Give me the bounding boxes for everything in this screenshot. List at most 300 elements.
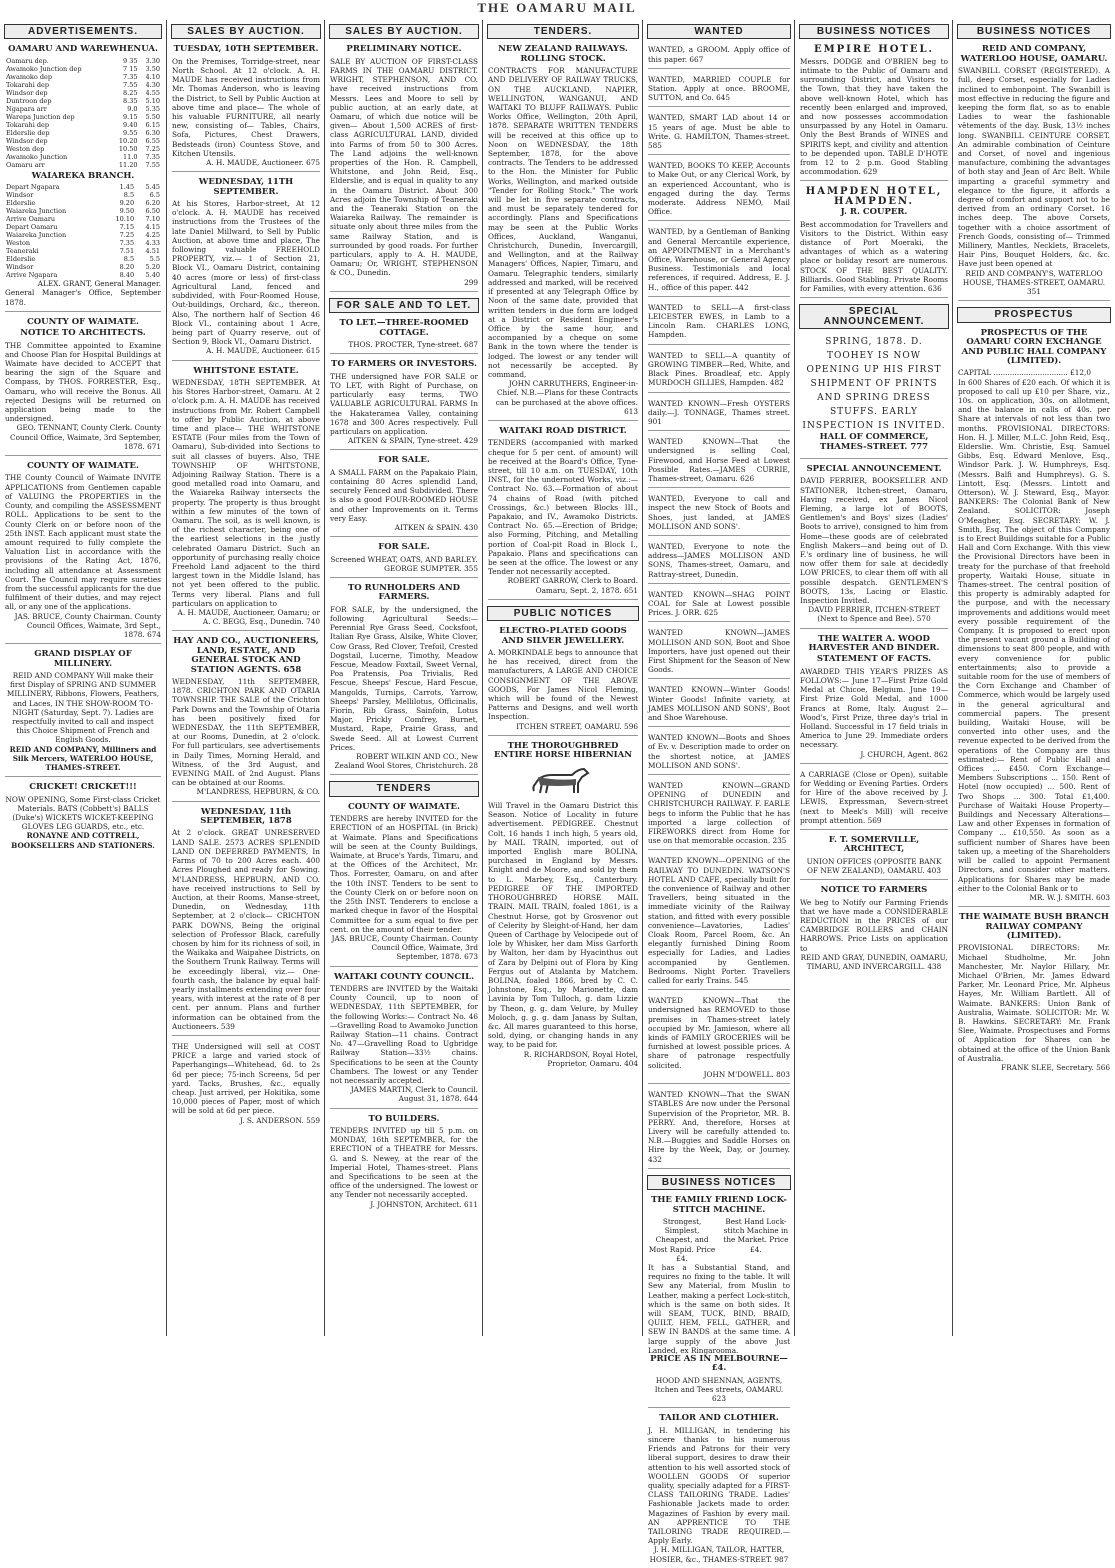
timetable-cell: Depart Ngapara [6, 183, 60, 192]
timetable-cell: 7.35 [119, 239, 135, 248]
timetable-cell: 9.0 [127, 104, 138, 113]
ad-title: WAITAKI COUNTY COUNCIL. [333, 971, 475, 982]
timetable-cell: 11.20 [118, 160, 138, 169]
timetable-cell: Awamoko Junction [6, 152, 68, 161]
prospectus [958, 329, 1110, 907]
timetable-cell: Tokarahi dep [6, 120, 50, 129]
ad-title: WAITAKI ROAD DISTRICT. [499, 425, 627, 436]
notice-text: THE Committee appointed to Examine and Choose Plan for Hospital Buildings at Waimate have decided to ACCEPT that bearing the sign of the Square and Compass, by THOS. FORRESTER, Esq., Oamaru, who will receive the Bonus. All rejected Designs will be returned on application being made to the undersigned. [5, 340, 161, 424]
proprietor-name: J. R. COUPER. [840, 207, 908, 218]
ad-text: WEDNESDAY, 18TH SEPTEMBER. At his Stores Harbor-street, Oamaru. At 2 o'clock p.m. A. H. MAUDE has received instructions from Mr. Robert Campbell to offer by Public Auction, at above time and place— THE WHITSTONE ESTATE (Four miles from the Town of Oamaru), Sub-divided into Sections to suit all classes of buyers. Also, THE TOWNSHIP OF WHITSTONE, Adjoining Railway Station. There is a good metalled road into Oamaru, and the Waiareka Railway intersects the property. The property is thus brought within a few minutes of the town of Oamaru. The soil, as is well known, is of the richest character, being one of the earliest selections in the justly celebrated Oamaru District. Such an opportunity of purchasing really choice Freehold Land adjacent to the third largest town in the Middle Island, has not yet been offered to the public. Terms very liberal. Plans and full particulars on application to [172, 377, 320, 608]
ad-text: TENDERS are hereby INVITED for the ERECTION of an HOSPITAL (in Brick) at Waimate. Plans and Specifications will be seen at the County Buildings, Waimate, at Bruce's Yards, Timaru, and at the Offices of the Architect, Mr. Thos. Forrester, Oamaru, on and after the 10th INST. Tenders to be sent to the County Clerk on or before noon on the 25th INST. Tenderers to enclose a marked cheque in favor of the Hospital Committee for a sum equal to five per cent. on the amount of their tender. [330, 814, 478, 934]
timetable-cell: Tokarahi dep [6, 80, 50, 89]
auction-ad [172, 178, 320, 360]
let-ad [330, 543, 478, 578]
ad-text: A SMALL FARM on the Papakaio Plain, containing 80 Acres splendid Land, securely Fenced and Subdivided. There is also a good FOUR-ROOMED HOUSE and other Improvements on it. Terms very Easy. [330, 467, 478, 523]
timetable-cell: 7.25 [145, 144, 160, 153]
gm-office: General Manager's Office, September 1878. [5, 288, 161, 307]
ad-text: It has a Substantial Stand, and requires no fixing to the table. It will Sew any Material, from Muslin to Leather, making a perfect Lock-stitch, which is the same on both sides. It will SEAM, TUCK, BIND, BRAID, QUILT, HEM, FELL, GATHER, and SEW IN BANDS at the same time. A large supply of the above Just Landed, ex Ringarooma. [648, 1262, 790, 1355]
timetable-row [5, 215, 161, 223]
machine-left: Strongest, Simplest, Cheapest, and Most Rapid. Price £4. [648, 1216, 716, 1263]
ad-text: WANTED KNOWN—SHAG POINT COAL for Sale at Lowest possible Prices. J. ORR. 625 [648, 589, 790, 618]
ad-text: TENDERS are INVITED by the Waitaki County Council, up to noon of WEDNESDAY, 11th SEPTEMBER, for the following Works:— Contract No. 46—Gravelling Road to Awamoko Junction Railway Station—11 chains. Contract No. 47—Gravelling Road to Ugbridge Railway Station—33½ chains. Specifications to be seen at the County Chambers. The lowest or any Tender not necessarily accepted. [330, 983, 478, 1085]
wanted-ad [648, 399, 790, 432]
ad-text: WANTED KNOWN—That the undersigned is selling Coal, Firewood, and Horse Feed at Lowest Possible Rates.—JAMES CURRIE, Thames-street, Oamaru. 626 [648, 437, 790, 483]
public-notice [488, 627, 638, 736]
timetable-cell: 9.20 [119, 199, 135, 208]
ad-text: UNION OFFICES (OPPOSITE BANK OF NEW ZEALAND), OAMARU. 403 [806, 856, 942, 876]
timetable-row [5, 97, 161, 105]
ad-signature: ROBERT GARROW, Clerk to Board. Oamaru, Sept. 2, 1878. 651 [507, 576, 638, 595]
ad-title: HAMPDEN HOTEL, HAMPDEN. [805, 186, 943, 207]
ad-title: CRICKET! CRICKET!!! [29, 782, 137, 793]
timetable-cell: 7.35 [145, 152, 160, 161]
ad-text: At 2 o'clock. GREAT UNRESERVED LAND SALE. 2573 ACRES SPLENDID LAND ON DEFERRED PAYMENTS, In Farms of 70 to 200 Acres each. 400 Acres Ploughed and ready for Sowing. M'LANDRESS, HEPBURN, AND CO. have received instructions to Sell by Auction, at their Rooms, Manse-street, Dunedin, on Wednesday, 11th September, at 2 o'clock— CRICHTON PARK DOWNS, Being the original selection of Professor Black, carefully chosen by him for its richness of soil, in the Waikaka and Waipahee Districts, on the Southern Trunk Railway. Terms will be exceedingly liberal, viz.— One-fourth cash, the balance by equal half-yearly installments extending over four years, with interest at the rate of 8 per cent. per annum. Plans and further information can be obtained from the Auctioneers. 539 [172, 828, 320, 1031]
ad-signature: HALL OF COMMERCE, THAMES-STREET. 777 [819, 432, 929, 452]
timetable-cell: 7.15 [119, 223, 135, 232]
ad-title: SPECIAL ANNOUNCEMENT. [806, 463, 942, 474]
ad-text: At his Stores, Harbor-street, At 12 o'clock. A. H. MAUDE has received instructions from the Trustees of the late Daniel Millward, to Sell by Public Auction, at above time and place, The following valuable FREEHOLD PROPERTY, viz.— 1 of Section 21, Block VI., Oamaru District, containing 40 acres (more or less) of first-class Agricultural Land, fenced and subdivided, with Four-Roomed House, Out-buildings, Orchard, &c., thereon. Also, The northern half of Section 46 Block VI., containing about 1 Acre, being part of Quarry reserve, out of Section 9, Block VI., Oamaru District. [172, 199, 320, 347]
timetable-cell: Oamaru dep. [6, 56, 49, 65]
column-4 [482, 20, 643, 1336]
ad-text: WANTED KNOWN—That the SWAN STABLES Are now under the Personal Supervision of the Proprietor, MR. B. PERRY. And, therefore, Horses at Livery will be carefully attended to. N.B.—Buggies and Saddle Horses on Hire by the Week, Day, or Journey. 432 [648, 1090, 790, 1164]
ad-text: J. H. MILLIGAN, in tendering his sincere thanks to his numerous Friends and Patrons for their very liberal support, desires to draw their attention to his well assorted stock of WOOLLEN GOODS Of superior quality, specially adapted for a FIRST-CLASS TAILORING TRADE. Ladies' Fashionable Jackets made to order. Magazines of Fashion by every mail. AN APPRENTICE TO THE TAILORING TRADE REQUIRED.—Apply Early. [648, 1425, 790, 1546]
timetable-cell: 6.30 [145, 128, 160, 137]
auction-ad [172, 367, 320, 632]
ad-title: TO LET.—THREE-ROOMED COTTAGE. [339, 318, 469, 338]
cricket-ad [5, 783, 161, 854]
timetable-cell: Duntroon dep [6, 96, 52, 105]
timetable-row [5, 263, 161, 271]
ad-signature: J. CHURCH, Agent. 862 [860, 749, 948, 759]
ferrier-ad [800, 465, 948, 629]
ad-signature: J. S. ANDERSON. 559 [239, 1115, 320, 1125]
ad-signature: J. JOHNSTON, Architect. 611 [370, 1199, 478, 1209]
ad-title: REID AND COMPANY, WATERLOO HOUSE, OAMARU. [960, 44, 1108, 64]
timetable-cell: Windsor dep [6, 136, 48, 145]
millinery-ad [5, 650, 161, 777]
column-header: ADVERTISEMENTS. [4, 24, 162, 39]
ad-text: Messrs. DODGE and O'BRIEN beg to intimate to the Public of Oamaru and surrounding District, and Visitors to the Town, that they have taken the above well-known Hotel, which has recently been enlarged and improved, and now possesses accommodation unsurpassed by any Hotel in Oamaru. Only the Best Brands of WINES and SPIRITS kept, and civility and attention to be depended upon. TABLE D'HOTE from 12 to 2 p.m. Good Stabling accommodation. 629 [800, 56, 948, 177]
tender-ad [330, 1115, 478, 1213]
hotel-ad [800, 187, 948, 298]
section-header: TENDERS [329, 781, 479, 796]
ad-title: WEDNESDAY, 11th SEPTEMBER, 1878 [200, 806, 292, 827]
timetable-cell: Elderslie dep [6, 128, 50, 137]
ad-subtitle: STATEMENT OF FACTS. [816, 654, 932, 665]
wanted-ad [648, 351, 790, 393]
column-header: BUSINESS NOTICES [799, 24, 949, 39]
ad-title: ELECTRO-PLATED GOODS AND SILVER JEWELLERY. [499, 626, 627, 646]
railway-timetable [5, 45, 161, 311]
machine-features [648, 1217, 790, 1263]
ad-text: SWANBILL CORSET (REGISTERED). A full, deep Corset, especially for Ladies inclined to embonpoint. The Swanbill is most effective in reducing the figure and keeping the form flat, so as to enable Ladies to wear the fashionable vêtements of the day. Busk, 13½ inches long. SWANBILL CEINTURE CORSET. An admirable combination of Ceinture and Corset, of novel and ingenious manufacture, combining the advantages of both stay and Jean of Arc Belt. While imparting a graceful symmetry and elegance to the figure, it affords a degree of comfort and support not to be derived from an ordinary Corset. 16 inches deep. The above Corsets, together with a choice assortment of French Goods, consisting of— Trimmed Millinery, Mantles, Necklets, Bracelets, Hair Pins, Bouquet Holders, &c. &c. Have just been opened at [958, 66, 1110, 269]
column-header: TENDERS. [487, 24, 639, 39]
ad-title: F. T. SOMERVILLE, ARCHITECT, [828, 835, 920, 855]
timetable-cell: Windsor dep [6, 88, 48, 97]
notice-text: THE County Council of Waimate INVITE APPLICATIONS from Gentlemen capable of VALUING the PROPERTIES in the County, and compiling the ASSESSMENT ROLL. Applications to be sent to the County Clerk on or before noon of the 25th INST. Each applicant must state the amount required to fully complete the Valuation List in accordance with the provisions of the Rating Act, 1876, including all attendance at Assessment Court. The Council may require sureties from the successful applicants for the due fulfilment of their duties, and may reject all, or any one of the applications. [5, 473, 161, 612]
ad-text: WANTED, SMART LAD about 14 or 15 years of age. Must be able to Write. G. HAMILTON, Thames-street. 585 [648, 113, 790, 151]
ad-text: WANTED to SELL—A first-class LEICESTER EWES, in Lamb to a Lincoln Ram. CHARLES LONG, Hampden. [648, 302, 790, 340]
timetable-cell: Weston [6, 239, 31, 248]
column-3 [324, 20, 483, 1336]
timetable-row [5, 73, 161, 81]
wanted-ad [648, 303, 790, 345]
timetable-cell: 9.15 [123, 112, 138, 121]
ad-signature: AITKEN & SPAIN. 430 [394, 522, 478, 532]
ad-signature: HOOD AND SHENNAN, AGENTS, Itchen and Tees streets, OAMARU. 623 [654, 1375, 784, 1404]
timetable-cell: 9.40 [123, 120, 138, 129]
timetable-cell: Elderslie [6, 199, 36, 208]
timetable-cell: 5.45 [145, 183, 160, 192]
ad-title: TAILOR AND CLOTHIER. [659, 1413, 779, 1424]
wanted-ad [648, 161, 790, 221]
branch-title: WAIAREKA BRANCH. [31, 170, 135, 181]
section-header: BUSINESS NOTICES [647, 1175, 791, 1190]
timetable-cell: 7.55 [145, 160, 160, 169]
ad-title: NOTICE TO FARMERS [820, 885, 928, 896]
column-7 [952, 20, 1115, 1336]
timetable-cell: Windsor [6, 263, 34, 272]
ad-title: TUESDAY, 10TH SEPTEMBER. [173, 44, 319, 55]
timetable-cell: Ngapara arr [6, 104, 47, 113]
timetable-cell: 7 15 [123, 64, 138, 73]
wanted-ad [648, 227, 790, 296]
ad-signature: R. RICHARDSON, Royal Hotel, Proprietor, Oamaru. 404 [523, 1049, 638, 1068]
ad-text: WANTED KNOWN—GRAND OPENING of DUNEDIN and CHRISTCHURCH RAILWAY. F. EARLE begs to inform the Public that he has imported a large collection of FIREWORKS direct from Home for use on that memorable occasion. 235 [648, 781, 790, 846]
wanted-ad [648, 45, 790, 68]
auction-ad [172, 637, 320, 801]
ad-signature: REID AND COMPANY, Milliners and Silk Mercers, WATERLOO HOUSE, THAMES-STREET. [9, 744, 157, 772]
timetable-cell: 7.55 [123, 80, 138, 89]
timetable-cell: 7.10 [145, 215, 160, 224]
ad-signature: A. H. MAUDE, Auctioneer, Oamaru; or A. C. BEGG, Esq., Dunedin. 740 [177, 608, 320, 627]
tailor-ad [648, 1414, 790, 1567]
horse-icon [528, 763, 598, 797]
ad-title: THE WALTER A. WOOD HARVESTER AND BINDER. [808, 633, 940, 653]
tender-ad [330, 803, 478, 967]
gm-signature: ALEX. GRANT, General Manager. [37, 279, 161, 289]
ad-text: On the Premises, Torridge-street, near North School. At 12 o'clock. A. H. MAUDE has received instructions from Mr. Thomas Anderson, who is leaving the District, to Sell by Public Auction at above time and place— The whole of his valuable FURNITURE, all nearly new, consisting of— Tables, Chairs, Sofa, Pictures, Chest Drawers, Bedsteads (iron) Countess Stove, and Kitchen Utensils. [172, 56, 320, 158]
ad-text: In 600 Shares of £20 each. Of which it is proposed to call up £10 per Share, viz., 10s. on application, 30s. on allotment, and the balance in calls of 40s. per Share at intervals of not less than two months. PROVISIONAL DIRECTORS: Hon. H. J. Miller, M.L.C. John Reid, Esq., Elderslie. Wm. Christie, Esq. Samuel Gibbs, Esq. Edward Menlove, Esq., Windsor Park. J. W. Humphreys, Esq. (Messrs. Balfi and Humphreys). G. S. Lintott, Esq. (Messrs. Lintott and Otterson). W. J. Steward, Esq., Mayor. BANKERS: The Colonial Bank of New Zealand. SOLICITOR: Joseph O'Meagher, Esq. SECRETARY: W. J. Smith, Esq. The object of this Company is to Erect Buildings suitable for a Public Hall and Corn Exchange. With this view the Provisional Directors have been in treaty for the purchase of that freehold property, Waitaki House, situate in Thames-street. The central position of this property is admirably adapted for the purpose, and with the necessary improvements and additions would meet every possible requirement of the Company. It is proposed to erect upon the present vacant ground a Building of dimensions to seat 800 people, and with every convenience for public entertainments; also to provide a suitable room for the use of members of the Corn Exchange and Chamber of Commerce, which would be largely used in the general agricultural and commercial papers. The present building, Waitaki House, will be converted into other uses, and the revenue expected to be derived from the operations of the Company are thus estimated:— Rent of Public Hall and Offices ... £450. Corn Exchange—Members Subscriptions ... 150. Rent of Hotel (now occupied) ... 500. Rent of Two Shops ... 300. Total £1,400. Purchase of Waitaki House Property—Buildings and Necessary Alterations—Law and other Expenses in formation of Company ... £10,550. As soon as a sufficient number of Shares have been taken up, a meeting of the Shareholders will be called to appoint Permanent Directors, and consider other matters. Applications for Shares may be made either to the Colonial Bank or to [958, 377, 1110, 893]
ad-text: WANTED KNOWN—Winter Goods! Winter Goods! Infinite variety, at JAMES MOLLISON AND SONS', Boot and Shoe Warehouse. [648, 685, 790, 722]
ad-signature: FRANK SLEE, Secretary. 566 [1001, 1062, 1110, 1072]
ad-text: WANTED to SELL—A quantity of GROWING TIMBER—Red, White, and Black Pines. Broadleaf, etc. Apply MURDOCH GILLIES, Hampden. 482 [648, 350, 790, 388]
wanted-ad [648, 590, 790, 623]
ad-text: REID AND COMPANY Will make their first Display of SPRING AND SUMMER MILLINERY, Ribbons, Flowers, Feathers, and Laces, IN THE SHOW-ROOM TO-NIGHT (Saturday, Sept. 7). Ladies are respectfully invited to call and inspect this Choice Shipment of French and English Goods. [6, 670, 160, 745]
column-header: BUSINESS NOTICES [957, 24, 1111, 39]
timetable-row [5, 239, 161, 247]
column-1 [0, 20, 166, 1336]
ad-signature: GEORGE SUMPTER. 355 [384, 563, 478, 573]
timetable-cell: 8.20 [119, 263, 135, 272]
timetable-cell: Depart Oamaru [6, 223, 58, 232]
ad-signature: REID AND COMPANY'S, WATERLOO HOUSE, THAMES-STREET, OAMARU. 351 [962, 268, 1106, 297]
timetable-cell: Awamoko Junction dep [6, 64, 82, 73]
ad-signature: THOS. PROCTER, Tyne-street. 687 [348, 340, 478, 350]
timetable-cell: 4.30 [145, 80, 160, 89]
railway-title: OAMARU AND WAREWHENUA. [8, 44, 158, 55]
timetable-row [5, 65, 161, 73]
section-header: SPECIAL ANNOUNCEMENT. [799, 304, 949, 329]
hotel-ad [800, 45, 948, 181]
timetable-cell: 8.5 [123, 255, 135, 264]
ad-title: EMPIRE HOTEL. [813, 44, 935, 56]
timetable-cell: 8.40 [119, 271, 135, 280]
ad-text: WANTED KNOWN—Fresh OYSTERS daily.—J. TONNAGE, Thames street. 901 [648, 398, 790, 426]
wanted-ad [648, 113, 790, 155]
ad-text: A. MORKINDALE begs to announce that he has received, direct from the manufacturers, A LARGE AND CHOICE CONSIGNMENT OF THE ABOVE GOODS, For James Nicol Fleming, which will be found of the Newest Patterns and Designs, and well worth Inspection. [488, 648, 638, 722]
ad-text: WANTED KNOWN—JAMES MOLLISON AND SON, Boot and Shoe Importers, have just opened out their First Shipment for the Season of New Goods. [648, 628, 790, 675]
timetable-cell: 5.10 [145, 96, 160, 105]
wanted-ad [648, 856, 790, 990]
timetable-cell: 3.30 [145, 56, 160, 65]
timetable-cell: Warepa Junction dep [6, 112, 75, 121]
ad-signature: REID AND GRAY, DUNEDIN, OAMARU, TIMARU, AND INVERCARGILL. 438 [800, 952, 948, 972]
ad-title: COUNTY OF WAIMATE. [348, 801, 460, 812]
ad-title: FOR SALE. [378, 542, 430, 553]
ad-title: TO FARMERS OR INVESTORS. [331, 359, 477, 370]
valuation-notice [5, 462, 161, 644]
timetable-cell: Weston dep [6, 144, 45, 153]
tender-ad [488, 427, 638, 600]
timetable-row [5, 113, 161, 121]
tender-ad [330, 973, 478, 1109]
ad-text: Will Travel in the Oamaru District this Season. Notice of Locality in future advertisement. PEDIGREE. Chestnut Colt, 16 hands 1 inch high, 5 years old, by MAIL TRAIN, imported, out of imported English mare BOLINA, purchased in England by Messrs. Knight and de Moore, and sold by them to L. Marbey, Esq., Canterbury. PEDIGREE OF THE IMPORTED THOROUGHBRED HORSE MAIL TRAIN. MAIL TRAIN, foaled 1861, is a Chestnut Horse, got by Grosvenor out of Celerity by Sleight-of-Hand, her dam Queen of Carthage by Velocipede out of Iole by Whisker, her dam Miss Garforth by Walton, her dam by Hyacinthus out of Zara by Delpini out of Flora by King Fergus out of Atalanta by Matchem. BOLINA, foaled 1866, bred by C. C. Johnstone, Esq., by Marionette, dam Lavinia by Tom Tulloch, g. dam Lizzie by Theon, g. g. dam Velure, by Mulley Moloch, g. g. g. dam Janass by Sultan, &c. All mares guaranteed to this horse, sold, dying, or changing hands in any way, to be paid for. [488, 801, 638, 1050]
timetable-cell: 9.50 [119, 207, 135, 216]
let-ad [330, 456, 478, 537]
timetable-cell: 6.15 [145, 120, 160, 129]
ad-text: NOW OPENING, Some First-class Cricket Materials. BATS (Cobbett's) BALLS (Duke's) WICKETS WICKET-KEEPING GLOVES LEG GUARDS, etc., etc. [5, 794, 161, 832]
ad-signature: RONAYNE AND COTTRELL, BOOKSELLERS AND STATIONERS. [11, 831, 155, 850]
masthead: THE OAMARU MAIL [477, 0, 637, 15]
wanted-ad [648, 685, 790, 727]
ad-signature: DAVID FERRIER, ITCHEN-STREET (Next to Spence and Bee). 570 [808, 605, 940, 624]
ad-signature: JAMES MARTIN, Clerk to Council. August 31, 1878. 644 [350, 1085, 478, 1104]
ad-title: GRAND DISPLAY OF MILLINERY. [34, 649, 132, 669]
timetable-cell: 5.35 [145, 104, 160, 113]
timetable-cell: Arrive Oamaru [6, 215, 56, 224]
ad-signature: J. H. MILLIGAN, TAILOR, HATTER, HOSIER, &c., THAMES-STREET. 987 [649, 1545, 789, 1564]
auction-ad [172, 808, 320, 1036]
column-header: SALES BY AUCTION. [171, 24, 321, 39]
timetable-row [5, 247, 161, 255]
ad-title: TO BUILDERS. [368, 1113, 440, 1124]
horse-notice [488, 742, 638, 1072]
timetable-cell: 8.25 [123, 88, 138, 97]
ad-text: TENDERS INVITED up till 5 p.m. on MONDAY, 16th SEPTEMBER, for the ERECTION of a THEATRE for Messrs. G. and S. Newey, at the rear of the Imperial Hotel, Thames-street. Plans and Specifications to be seen at the office of the undersigned. The lowest or any Tender not necessarily accepted. [330, 1125, 478, 1200]
architect-ad [800, 836, 948, 880]
ad-signature: A. H. MAUDE, Auctioneer. 615 [206, 346, 320, 356]
timetable-cell: 8.5 [123, 191, 135, 200]
ad-title: WEDNESDAY, 11TH SEPTEMBER. [198, 177, 294, 197]
ad-text: WANTED, MARRIED COUPLE for Station. Apply at once. BROOME, SUTTON, and Co. 645 [648, 74, 790, 103]
ad-text: We beg to Notify our Farming Friends that we have made a CONSIDERABLE REDUCTION in the PRICES of our CAMBRIDGE ROLLERS and CHAIN HARROWS. Price Lists on application to [800, 897, 948, 953]
ad-title: PRELIMINARY NOTICE. [346, 44, 462, 55]
ad-text: PROVISIONAL DIRECTORS: Mr. Michael Studholme, Mr. John Manchester, Mr. Naylor Hillary, Mr. Michael O'Brien, Mr. James Edward Parker, Mr. Leonard Price, Mr. Alpheus Hayes, Mr. William Bartlett. All of Waimate. BANKERS: Union Bank of Australia, Waimate. SOLICITOR: Mr. W. B. Hawkins. SECRETARY: Mr. Frank Slee, Waimate. Prospectuses and Forms of Application for Shares can be obtained at the office of the Union Bank of Australia. [958, 943, 1110, 1063]
paperhangings-ad [172, 1042, 320, 1129]
let-ad [330, 319, 478, 354]
ad-text: CONTRACTS FOR MANUFACTURE AND DELIVERY OF RAILWAY TRUCKS, ON THE AUCKLAND, NAPIER, WELLINGTON, WANGANUI, AND WAITAKI TO BLUFF RAILWAYS. Public Works Office, Wellington, 20th April, 1878. SEPARATE WRITTEN TENDERS will be received at this office up to Noon on WEDNESDAY, the 18th September, 1878, for the above contracts. The Tenders to be addressed to the Hon. the Minister for Public Works, Wellington, and marked outside "Tender for Rolling Stock." The work will be let in five separate contracts, and must be separately tendered for accordingly. Plans and Specifications may be seen at the Public Works Offices, Auckland, Wanganui, Christchurch, Dunedin, Invercargill, and Wellington, and at the Railway Managers' Offices, Napier, Timaru, and Oamaru. Telegraphic tenders, similarly addressed and marked, will be received if presented at any Telegraph Office by Noon of the same date, provided that written tenders in due form are lodged at a District or Resident Engineer's Office by the same hour, and accompanied by a cheque on some Bank in the town where the tender is lodged. The lowest or any tender will not necessarily be accepted. By command, [488, 66, 638, 379]
ad-title: PROSPECTUS OF THE OAMARU CORN EXCHANGE AND PUBLIC HALL COMPANY (LIMITED). [961, 327, 1107, 366]
wanted-ad [648, 75, 790, 108]
architects-notice [5, 318, 161, 456]
ad-signature: 299 [464, 277, 478, 287]
timetable-cell: Waiareka Junction [6, 231, 67, 240]
ad-text: WANTED KNOWN—OPENING of the RAILWAY TO DUNEDIN. WATSON'S HOTEL AND CAFE, specially built for the convenience of Railway and other Travellers, being situated in the immediate vicinity of the Railway station, and fitted with every possible convenience—Lavatories, Ladies' Cloak Room, Parcel Room, &c. An elegantly furnished Dining Room especially for Ladies, and Ladies accompanied by Gentlemen. Bedrooms. Night Porter. Travellers called for early Trains. 545 [648, 856, 790, 986]
ad-text: WANTED, by a Gentleman of Banking and General Mercantile experience, an APPOINTMENT in a Merchant's Office, Warehouse, or General Agency Business. Testimonials and local references, if required. Address, E. J. H., office of this paper. 442 [648, 227, 790, 292]
timetable-cell: 6.20 [145, 199, 160, 208]
column-header: SALES BY AUCTION. [329, 24, 479, 39]
ad-text: SALE BY AUCTION OF FIRST-CLASS FARMS IN THE OAMARU DISTRICT. WRIGHT, STEPHENSON, AND CO. have received instructions from Messrs. Lees and Moore to sell by public auction, at an early date, at Oamaru, of which due notice will be given— About 1,500 ACRES of first-class AGRICULTURAL LAND, divided into Farms of from 50 to 300 Acres. The Land adjoins the well-known properties of the Hon. R. Campbell, Whitstone, and John Reid, Esq., Elderslie, and is equal in quality to any in the Oamaru District. About 300 Acres adjoin the Township of Teaneraki and the Teaneraki Station on the Waiareka Railway. The remainder is situate only about three miles from the same Railway Station, and is surrounded by good roads. For further particulars, apply to A. H. MAUDE, Oamaru; Or, WRIGHT, STEPHENSON & CO., Dunedin. [330, 56, 478, 278]
ad-text: WANTED, Everyone to call and inspect the new Stock of Boots and Shoes, just landed, at JAMES MOLLISON AND SONS'. [648, 494, 790, 531]
wanted-ad [648, 494, 790, 536]
notice-title: COUNTY OF WAIMATE. [27, 316, 139, 327]
timetable-row [5, 105, 161, 113]
ad-title: THE WAIMATE BUSH BRANCH RAILWAY COMPANY (LIMITED). [959, 912, 1109, 941]
timetable-cell: 8.35 [123, 96, 138, 105]
timetable-row [5, 81, 161, 89]
farmers-notice [800, 886, 948, 975]
timetable-cell: 5.40 [145, 271, 160, 280]
ad-signature: A. H. MAUDE, Auctioneer. 675 [206, 158, 320, 168]
timetable-cell: Awamoko dep [6, 72, 53, 81]
ad-price: PRICE AS IN MELBOURNE—£4. [650, 1353, 788, 1374]
ad-signature: ROBERT WILKIN AND CO., New Zealand Wool Stores, Christchurch. 28 [334, 752, 478, 771]
timetable-cell: 4.10 [145, 72, 160, 81]
timetable-row [5, 231, 161, 239]
ad-text: A CARRIAGE (Close or Open), suitable for Wedding or Evening Parties. Orders for Hire of the above received by J. LEWIS, Expressman, Severn-street (next to Meek's Mill) will receive prompt attention. 569 [800, 769, 948, 825]
ad-text: WANTED, a GROOM. Apply office of this paper. 667 [648, 45, 790, 64]
wanted-ad [648, 542, 790, 584]
timetable-cell: Arrive Ngapara [6, 271, 58, 280]
wanted-ad [648, 628, 790, 679]
auction-ad [172, 45, 320, 172]
timetable-row [5, 145, 161, 153]
ad-signature: AITKEN & SPAIN, Tyne-street. 429 [347, 436, 478, 446]
ad-text: Best accommodation for Travellers and Visitors to the District. Within easy distance of Port Moeraki, the advantages of which as a watering place or holiday resort are numerous. STOCK OF THE BEST QUALITY. Billiards. Good Stabling. Private Rooms for Families, with every attention. 636 [800, 219, 948, 294]
timetable-cell: Windsor [6, 191, 34, 200]
timetable-cell: 6.55 [145, 136, 160, 145]
timetable-cell: Waiareka Junction [6, 207, 67, 216]
timetable-cell: 7.25 [119, 231, 135, 240]
section-header: PUBLIC NOTICES [487, 606, 639, 621]
ad-signature: MR. W. J. SMITH. 603 [1029, 892, 1110, 902]
tender-ad [488, 45, 638, 421]
ad-text: FOR SALE, by the undersigned, the following Agricultural Seeds:— Perennial Rye Grass Seed, Cocksfoot, Italian Rye Grass, Alsike, White Clover, Cow Grass, Red Clover, Trefoil, Crested Dogstail, Lucerne, Timothy, Meadow Fescue, Meadow Foxtail, Sweet Vernal, Poa Pratensis, Poa Trivialis, Red Fescue, Sheeps' Fescue, Hard Fescue, Mangolds, Turnips, Carrots, Yarrow, Sheeps' Parsley, Mellilotus, Officinalis, Fiorin, Rib Grass, Sainfoin, Lotus Major, Prickly Comfrey, Burnet, Mustard, Rape, Prairie Grass, and Swede Seed. All at Lowest Current Prices. [330, 604, 478, 752]
railway-table [5, 57, 161, 169]
ad-signature: M'LANDRESS, HEPBURN, & CO. [196, 787, 320, 797]
timetable-row [5, 191, 161, 199]
wanted-ad [648, 1090, 790, 1169]
timetable-cell: 7.35 [123, 72, 138, 81]
section-header: FOR SALE AND TO LET. [329, 298, 479, 313]
ad-text: WANTED, Everyone to note the address—JAMES MOLLISON AND SONS, Thames-street, Oamaru, and Rattray-street, Dunedin. [648, 541, 790, 579]
ad-text: THE Undersigned will sell at COST PRICE a large and varied stock of Paperhangings—Whitehead, 6d. to 2s 6d per piece; 75-inch Screens, 5d per yard. Tacks, Brushes, &c., equally cheap. Just arrived, per Hokitika, some 10,000 pieces of Paper, most of which will be sold at 6d per piece. [172, 1041, 320, 1116]
timetable-cell: 5.5 [149, 255, 160, 264]
wanted-ad [648, 733, 790, 775]
wanted-ad [648, 437, 790, 488]
timetable-row [5, 255, 161, 263]
let-ad [330, 584, 478, 775]
ad-text: THE undersigned have FOR SALE or TO LET, with Right of Purchase, on particularly easy terms, TWO VALUABLE AGRICULTURAL FARMS In the Hakateramea Valley, containing 1678 and 300 Acres respectively. Full particulars on application. [330, 371, 478, 436]
ad-text: WANTED, BOOKS TO KEEP, Accounts to Make Out, or any Clerical Work, by an experienced Accountant, who is engaged during the day. Terms moderate. Address NEMO, Mail Office. [648, 161, 790, 217]
timetable-row [5, 207, 161, 215]
timetable-cell: 4.55 [145, 88, 160, 97]
carriage-ad [800, 770, 948, 830]
timetable-cell: 4.51 [145, 247, 160, 256]
timetable-cell: 5.20 [145, 263, 160, 272]
ad-title: THE FAMILY FRIEND LOCK-STITCH MACHINE. [651, 1195, 787, 1215]
ad-title: FOR SALE. [378, 455, 430, 466]
timetable-row [5, 121, 161, 129]
timetable-cell: 9 35 [123, 56, 138, 65]
harvester-ad [800, 635, 948, 764]
timetable-row [5, 271, 161, 279]
timetable-cell: Oamaru arr [6, 160, 45, 169]
ad-signature: JOHN CARRUTHERS, Engineer-in-Chief. N.B.—Plans for these Contracts can be purchased at the above offices. 613 [495, 379, 638, 416]
machine-right: Best Hand Lock-stitch Machine in the Market. Price £4. [723, 1216, 789, 1254]
capital-line: CAPITAL ................................ £12,0 [958, 368, 1091, 378]
ad-text: AWARDED THIS YEAR'S PRIZES AS FOLLOWS:— June 17—First Prize Gold Medal at Chicoe, Belgium. June 19—First Prize Gold Medal, and 1000 Francs at Rome, Italy. August 2—Wood's, First Prize, three day's trial in Holland. Successful in 17 field trials in America to June 29. Immediate orders necessary. [800, 666, 948, 750]
timetable-cell: Teaneraki [6, 247, 39, 256]
railway-company-ad [958, 913, 1110, 1076]
ad-title: THE THOROUGHBRED ENTIRE HORSE HIBERNIAN [494, 740, 632, 761]
timetable-row [5, 161, 161, 169]
ad-text: SPRING, 1878. D. TOOHEY IS NOW OPENING UP HIS FIRST SHIPMENT OF PRINTS AND SPRING DRESS STUFFS. EARLY INSPECTION IS INVITED. [802, 337, 946, 432]
wanted-ad [648, 781, 790, 850]
timetable-row [5, 89, 161, 97]
wanted-list [643, 45, 795, 990]
timetable-cell: 4.15 [145, 223, 160, 232]
timetable-cell: 4.33 [145, 239, 160, 248]
timetable-row [5, 57, 161, 65]
toohey-ad [800, 335, 948, 459]
ad-text: TENDERS (accompanied with marked cheque for 5 per cent. of amount) will be received at the Board's Office, Tyne-street, till 10 a.m. on TUESDAY, 10th INST., for the undernoted Works, viz.:— Contract No. 63.—Formation of about 74 chains of Road (with pitched Crossings, &c.) between Blocks III., Papakaio, and IV., Awamoko Districts. Contract No. 65.—Erection of Bridge; also Forming, Pitching, and Metalling portion of Coal-pit Road in Block I., Papakaio. Plans and specifications can be seen at the office. The lowest or any Tender not necessarily accepted. [488, 438, 638, 577]
section-header: PROSPECTUS [957, 307, 1111, 322]
horse-illustration [488, 763, 638, 799]
timetable-cell: 1.45 [119, 183, 135, 192]
ad-title: TO RUNHOLDERS AND FARMERS. [347, 582, 461, 603]
timetable-row [5, 199, 161, 207]
column-2 [166, 20, 325, 1336]
timetable-cell: 10.50 [118, 144, 138, 153]
timetable-cell: 9.55 [123, 128, 138, 137]
sewing-machine-ad [648, 1196, 790, 1408]
notice-signature: GEO. TENNANT, County Clerk. County Council Office, Waimate, 3rd September, 1878. 671 [10, 423, 161, 451]
timetable-cell: 5.50 [145, 112, 160, 121]
ad-text: WANTED KNOWN—Boots and Shoes of Ev. v. Description made to order on the shortest notice, at JAMES MOLLISON AND SONS'. [648, 733, 790, 770]
branch-table [5, 183, 161, 279]
ad-signature: JOHN M'DOWELL. 803 [703, 1069, 790, 1079]
timetable-cell: 11.0 [123, 152, 138, 161]
timetable-cell: 7.51 [119, 247, 135, 256]
timetable-cell: 10.20 [118, 136, 138, 145]
timetable-row [5, 129, 161, 137]
timetable-cell: 3.50 [145, 64, 160, 73]
notice-title: COUNTY OF WAIMATE. [27, 461, 139, 472]
ad-text: WEDNESDAY, 11th SEPTEMBER, 1878. CRICHTON PARK AND OTARIA TOWNSHIP. THE SALE of the Crichton Park Downs and the Township of Otaria has been positively fixed for WEDNESDAY, the 11th SEPTEMBER, at our Rooms, Dunedin, at 2 o'clock. For full particulars, see advertisements in Daily Times, Morning Herald, and Witness, of the 3rd August, and EVENING MAIL of 2nd August. Plans can be obtained at our Rooms. [172, 677, 320, 788]
timetable-row [5, 183, 161, 191]
auction-ad [330, 45, 478, 291]
ad-title: HAY AND CO., AUCTIONEERS, LAND, ESTATE, AND GENERAL STOCK AND STATION AGENTS. 658 [173, 636, 319, 675]
timetable-cell: Elderslie [6, 255, 36, 264]
timetable-row [5, 223, 161, 231]
timetable-row [5, 137, 161, 145]
ad-text: WANTED KNOWN—That the undersigned has REMOVED to those premises in Thames-street lately occupied by Mr. Jamieson, where all kinds of FAMILY GROCERIES will be furnished at lowest possible prices. A share of patronage respectfully solicited. [648, 996, 790, 1070]
column-5 [642, 20, 795, 1564]
ad-title: WHITSTONE ESTATE. [193, 365, 299, 376]
